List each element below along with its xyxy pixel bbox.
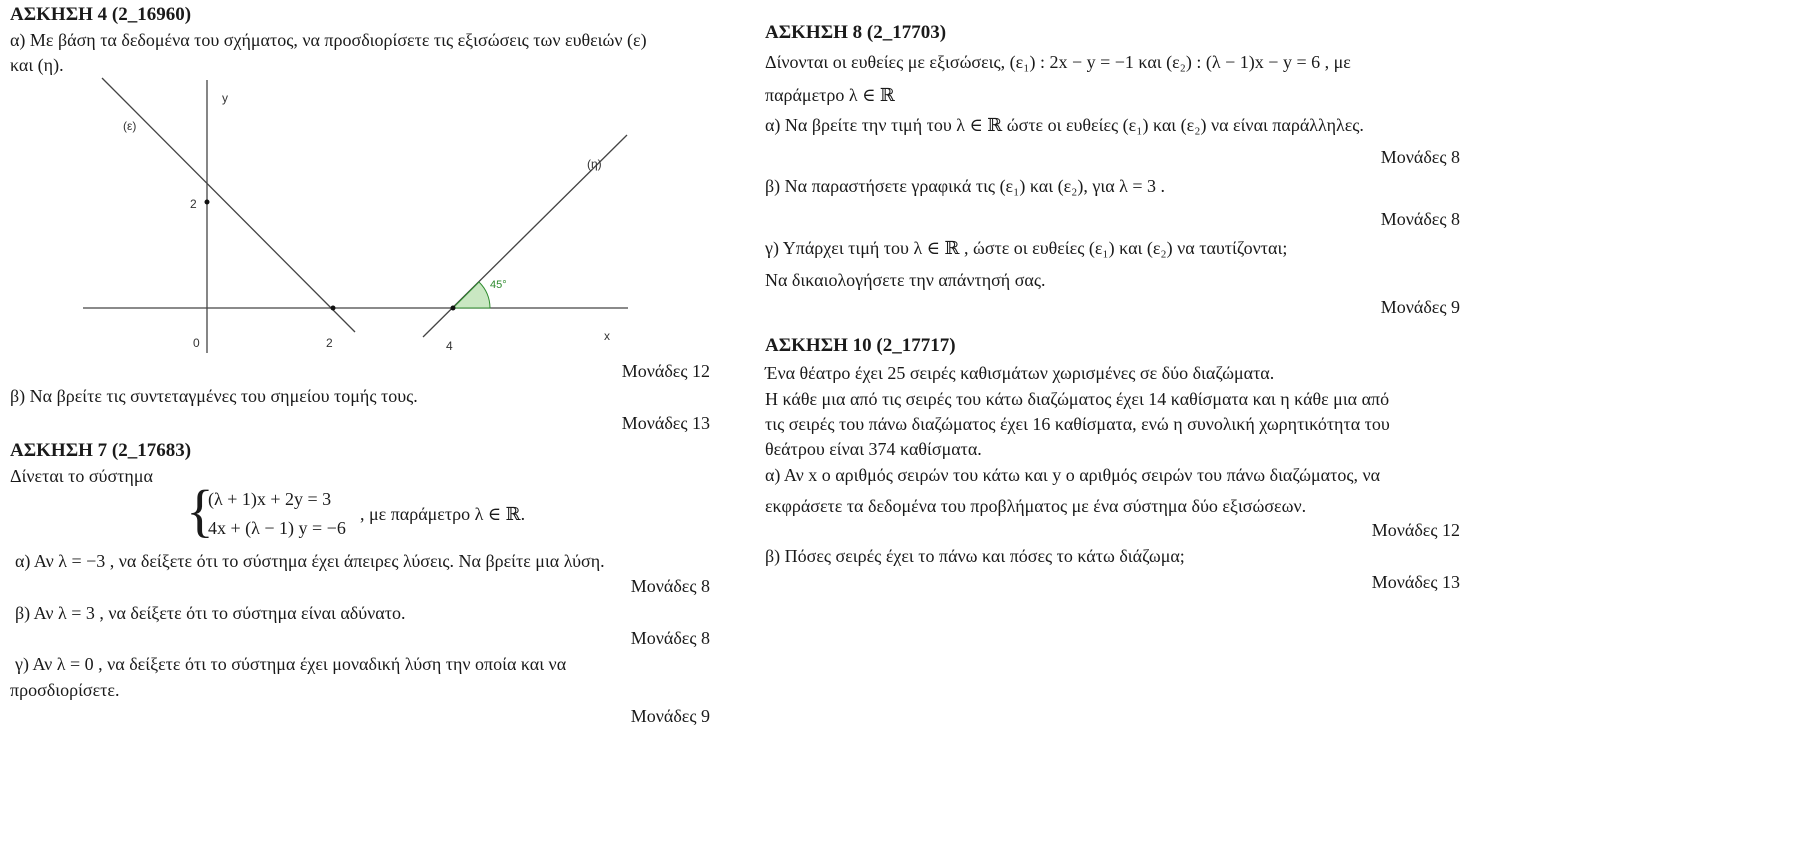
label-origin: 0 — [193, 336, 200, 350]
system-parameter: , με παράμετρο λ ∈ ℝ. — [360, 504, 526, 524]
exercise-8-intro-line2: παράμετρο λ ∈ ℝ — [765, 85, 895, 105]
exercise-4-figure — [10, 70, 650, 360]
exercise-10-line4: θεάτρου είναι 374 καθίσματα. — [765, 439, 982, 459]
system-equation-2: 4x + (λ − 1) y = −6 — [208, 518, 346, 538]
exercise-4-part-b-points: Μονάδες 13 — [621, 413, 710, 433]
exercise-7-part-c-line1: γ) Αν λ = 0 , να δείξετε ότι το σύστημα έχει μοναδική λύση την οποία και να — [15, 654, 567, 674]
exercise-7-intro: Δίνεται το σύστημα — [10, 466, 153, 486]
exercise-4-title: ΑΣΚΗΣΗ 4 (2_16960) — [10, 4, 192, 25]
exercise-10-line3: τις σειρές του πάνω διαζώματος έχει 16 καθίσματα, ενώ η συνολική χωρητικότητα του — [765, 414, 1390, 434]
exercise-7-part-a-points: Μονάδες 8 — [630, 576, 710, 596]
exercise-8-part-b-points: Μονάδες 8 — [1380, 209, 1460, 229]
exercise-4-part-a-points: Μονάδες 12 — [621, 361, 710, 381]
exercise-8-title: ΑΣΚΗΣΗ 8 (2_17703) — [765, 22, 947, 43]
exercise-10-part-a-line1: α) Αν x ο αριθμός σειρών του κάτω και y ο αριθμός σειρών του πάνω διαζώματος, να — [765, 465, 1381, 485]
point-y-intercept — [205, 200, 210, 205]
label-angle-45: 45° — [490, 279, 507, 291]
exercise-8-part-a-points: Μονάδες 8 — [1380, 147, 1460, 167]
point-x4 — [451, 306, 456, 311]
exercise-8-part-b: β) Να παραστήσετε γραφικά τις (ε₁) και (ε₂), για λ = 3 . — [765, 176, 1165, 196]
exercise-8-part-c-points: Μονάδες 9 — [1380, 297, 1460, 317]
exercise-7-part-b-points: Μονάδες 8 — [630, 628, 710, 648]
label-x-axis: x — [604, 329, 610, 343]
exercise-4-part-b: β) Να βρείτε τις συντεταγμένες του σημείου τομής τους. — [10, 386, 418, 406]
exercise-7-part-a: α) Αν λ = −3 , να δείξετε ότι το σύστημα έχει άπειρες λύσεις. Να βρείτε μια λύση. — [15, 551, 605, 571]
exercise-7-part-c-line2: προσδιορίσετε. — [10, 680, 120, 700]
exercise-10-part-b-points: Μονάδες 13 — [1371, 572, 1460, 592]
point-x2 — [331, 306, 336, 311]
exercise-10-part-b: β) Πόσες σειρές έχει το πάνω και πόσες το κάτω διάζωμα; — [765, 546, 1185, 566]
angle-45-marker — [453, 282, 490, 308]
exercise-8-part-c-line2: Να δικαιολογήσετε την απάντησή σας. — [765, 270, 1046, 290]
exercise-8-part-a: α) Να βρείτε την τιμή του λ ∈ ℝ ώστε οι ευθείες (ε₁) και (ε₂) να είναι παράλληλες. — [765, 115, 1364, 135]
exercise-10-title: ΑΣΚΗΣΗ 10 (2_17717) — [765, 335, 956, 356]
label-x-2: 2 — [326, 336, 333, 350]
system-equation-1: (λ + 1)x + 2y = 3 — [208, 489, 332, 509]
exercise-10-part-a-points: Μονάδες 12 — [1371, 520, 1460, 540]
system-brace: { — [186, 478, 214, 543]
exercise-10-line2: Η κάθε μια από τις σειρές του κάτω διαζώματος έχει 14 καθίσματα και η κάθε μια από — [765, 389, 1390, 409]
exercise-7-part-b: β) Αν λ = 3 , να δείξετε ότι το σύστημα είναι αδύνατο. — [15, 603, 406, 623]
exercise-7-part-c-points: Μονάδες 9 — [630, 706, 710, 726]
exercise-8-part-c-line1: γ) Υπάρχει τιμή του λ ∈ ℝ , ώστε οι ευθείες (ε₁) και (ε₂) να ταυτίζονται; — [765, 238, 1288, 258]
label-x-4: 4 — [446, 339, 453, 353]
exercise-8-intro-line1: Δίνονται οι ευθείες με εξισώσεις, (ε₁) : 2x − y = −1 και (ε₂) : (λ − 1)x − y = 6 , με — [765, 52, 1351, 72]
exercise-4-part-a-line2: και (η). — [10, 55, 64, 75]
line-epsilon — [102, 78, 355, 332]
exercise-4-part-a-line1: α) Με βάση τα δεδομένα του σχήματος, να προσδιορίσετε τις εξισώσεις των ευθειών (ε) — [10, 30, 647, 50]
label-y-axis: y — [222, 91, 228, 105]
exercise-10-part-a-line2: εκφράσετε τα δεδομένα του προβλήματος με ένα σύστημα δύο εξισώσεων. — [765, 496, 1307, 516]
label-y-2: 2 — [190, 197, 197, 211]
exercise-7-title: ΑΣΚΗΣΗ 7 (2_17683) — [10, 440, 192, 461]
exercise-7-system — [186, 478, 586, 546]
label-epsilon: (ε) — [123, 119, 137, 133]
label-eta: (η) — [587, 157, 602, 171]
exercise-10-line1: Ένα θέατρο έχει 25 σειρές καθισμάτων χωρισμένες σε δύο διαζώματα. — [765, 363, 1275, 383]
